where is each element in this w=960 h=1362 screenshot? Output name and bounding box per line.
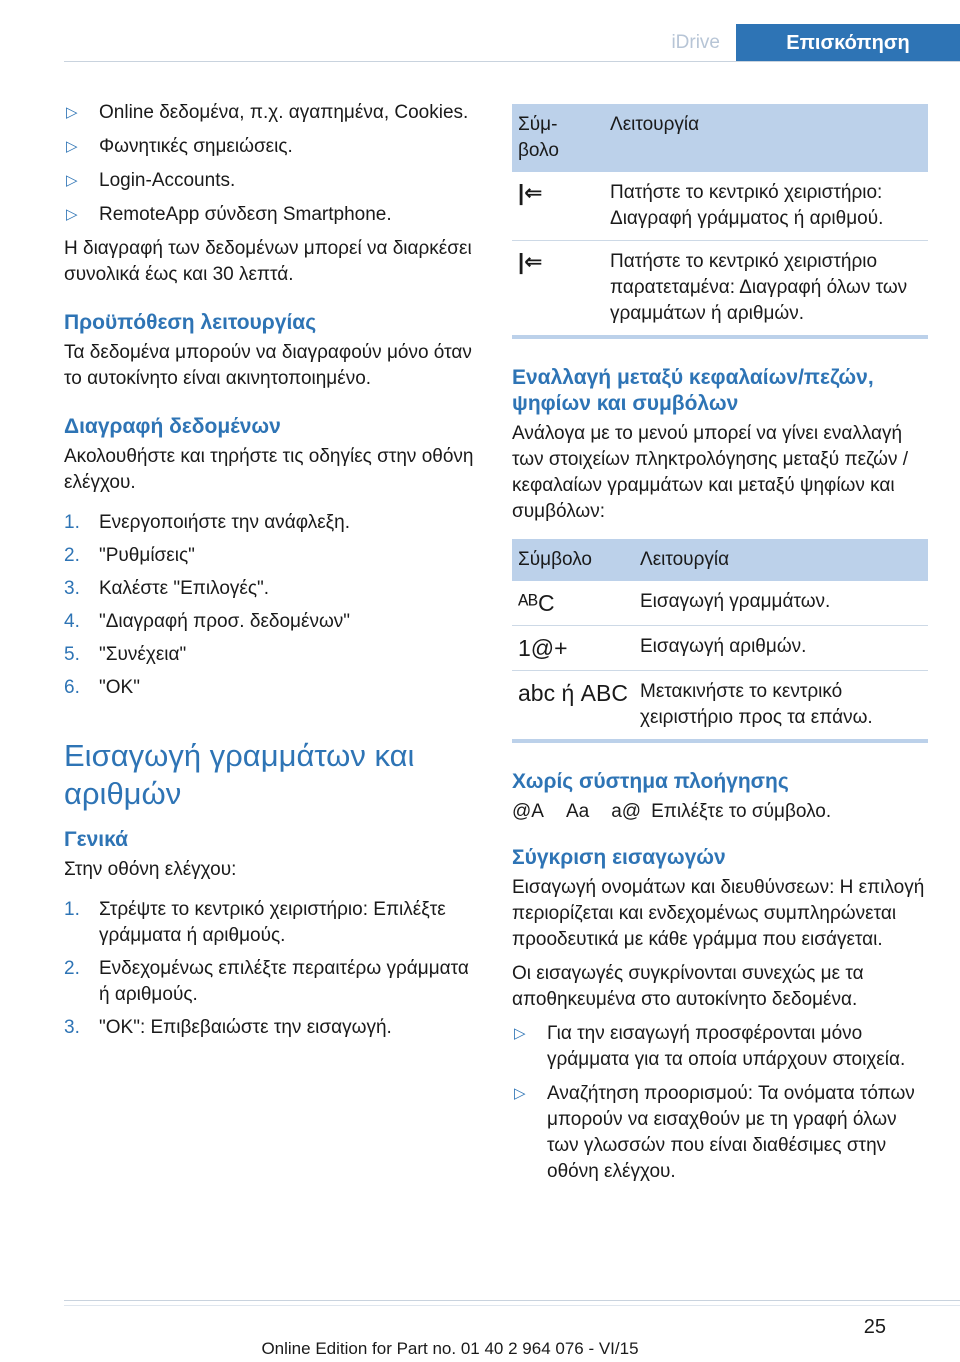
main-section-title: Εισαγωγή γραμμάτων και αριθμών bbox=[64, 738, 415, 811]
step-item: 6. "OK" bbox=[64, 677, 140, 698]
table-header-cell: Λειτουργία bbox=[634, 539, 928, 581]
list-item: ▷ Φωνητικές σημειώσεις. bbox=[64, 134, 480, 160]
list-item: ▷ Αναζήτηση προορισμού: Τα ονόματα τόπων μπορούν να εισαχθούν με τη γραφή όλων των γλωσσών που είναι διαθέσιμες στην οθόνη ελέγχου. bbox=[514, 1083, 915, 1182]
switch-symbol-table bbox=[512, 539, 928, 743]
general-text: Στην οθόνη ελέγχου: bbox=[64, 859, 237, 880]
edition-footer: Online Edition for Part no. 01 40 2 964 076 - VI/15 bbox=[261, 1339, 639, 1358]
table-cell: Εισαγωγή αριθμών. bbox=[634, 626, 928, 671]
step-item: 3. "OK": Επιβεβαιώστε την εισαγωγή. bbox=[64, 1017, 392, 1038]
step-item: 4. "Διαγραφή προσ. δεδομένων" bbox=[64, 611, 351, 632]
no-nav-heading: Χωρίς σύστημα πλοήγησης bbox=[512, 770, 789, 793]
precondition-text: Τα δεδομένα μπορούν να διαγραφούν μόνο όταν το αυτοκίνητο είναι ακινητοποιημένο. bbox=[64, 342, 472, 389]
precondition-heading: Προϋπόθεση λειτουργίας bbox=[64, 311, 317, 334]
triangle-bullet-icon: ▷ bbox=[66, 172, 78, 189]
header-rule bbox=[64, 61, 960, 62]
compare-heading: Σύγκριση εισαγωγών bbox=[512, 846, 726, 869]
triangle-bullet-icon: ▷ bbox=[514, 1085, 526, 1102]
step-item: 3. Καλέστε "Επιλογές". bbox=[64, 578, 270, 599]
triangle-bullet-icon: ▷ bbox=[514, 1025, 526, 1042]
page-header bbox=[0, 24, 960, 62]
table-header-row bbox=[512, 539, 928, 581]
no-nav-symbols bbox=[512, 799, 928, 825]
footer-rule bbox=[64, 1300, 960, 1301]
no-nav-text: Επιλέξτε το σύμβολο. bbox=[651, 801, 832, 822]
step-item: 2. Ενδεχομένως επιλέξτε περαιτέρω γράμματα ή αριθμούς. bbox=[64, 958, 469, 1005]
delete-symbol-table bbox=[512, 104, 928, 339]
table-header-row bbox=[512, 104, 928, 172]
a-at-symbol-icon: a@ bbox=[611, 801, 642, 822]
table-row bbox=[512, 671, 928, 742]
table-header-cell: Σύμβολο bbox=[512, 539, 634, 581]
right-column bbox=[512, 104, 928, 1193]
step-item: 1. Στρέψτε το κεντρικό χειριστήριο: Επιλέξτε γράμματα ή αριθμούς. bbox=[64, 899, 446, 946]
letters-mode-icon: ᴬᴮC bbox=[512, 581, 634, 626]
header-section: iDrive bbox=[671, 32, 720, 53]
table-row bbox=[512, 626, 928, 671]
at-a-symbol-icon: @A bbox=[512, 801, 544, 822]
triangle-bullet-icon: ▷ bbox=[66, 138, 78, 155]
compare-text-2: Οι εισαγωγές συγκρίνονται συνεχώς με τα αποθηκευμένα στο αυτοκίνητο δεδομένα. bbox=[512, 963, 864, 1010]
a-case-symbol-icon: Aa bbox=[565, 801, 590, 822]
general-heading: Γενικά bbox=[64, 828, 129, 851]
step-item: 1. Ενεργοποιήστε την ανάφλεξη. bbox=[64, 512, 351, 533]
step-item: 2. "Ρυθμίσεις" bbox=[64, 545, 195, 566]
delete-data-text: Ακολουθήστε και τηρήστε τις οδηγίες στην οθόνη ελέγχου. bbox=[64, 446, 474, 493]
table-cell: Μετακινήστε το κεντρικό χειριστήριο προς τα επάνω. bbox=[634, 671, 928, 742]
table-cell: Πατήστε το κεντρικό χειριστήριο: Διαγραφή γράμματος ή αριθμού. bbox=[604, 172, 928, 241]
left-column bbox=[64, 100, 480, 1048]
data-bullets bbox=[64, 100, 480, 228]
case-toggle-icon: abc ή ABC bbox=[512, 671, 634, 742]
delete-all-icon: |⇐ bbox=[512, 241, 604, 338]
general-steps bbox=[64, 897, 480, 1041]
switch-text: Ανάλογα με το μενού μπορεί να γίνει εναλλαγή των στοιχείων πληκτρολόγησης μεταξύ πεζών / κεφαλαίων γραμμάτων και μεταξύ ψηφίων και συμβόλων: bbox=[512, 423, 909, 522]
list-item: ▷ Login-Accounts. bbox=[64, 168, 480, 194]
delete-data-heading: Διαγραφή δεδομένων bbox=[64, 415, 281, 438]
table-row bbox=[512, 172, 928, 241]
table-header-cell: Σύμ-βολο bbox=[512, 104, 604, 172]
compare-text-1: Εισαγωγή ονομάτων και διευθύνσεων: Η επιλογή περιορίζεται και ενδεχομένως συμπληρώνεται προοδευτικά με κάθε γράμμα που εισάγεται. bbox=[512, 877, 925, 950]
switch-heading: Εναλλαγή μεταξύ κεφαλαίων/πεζών, ψηφίων και συμβόλων bbox=[512, 366, 874, 415]
list-item: ▷ Για την εισαγωγή προσφέρονται μόνο γράμματα για τα οποία υπάρχουν στοιχεία. bbox=[514, 1023, 906, 1070]
header-tab: Επισκόπηση bbox=[736, 24, 960, 62]
delete-note: Η διαγραφή των δεδομένων μπορεί να διαρκέσει συνολικά έως και 30 λεπτά. bbox=[64, 238, 472, 285]
numbers-mode-icon: 1@+ bbox=[512, 626, 634, 671]
delete-char-icon: |⇐ bbox=[512, 172, 604, 241]
list-item: ▷ RemoteApp σύνδεση Smartphone. bbox=[64, 202, 480, 228]
table-header-cell: Λειτουργία bbox=[604, 104, 928, 172]
triangle-bullet-icon: ▷ bbox=[66, 104, 78, 121]
delete-steps bbox=[64, 510, 480, 701]
page-number: 25 bbox=[863, 1316, 886, 1338]
compare-bullets bbox=[512, 1021, 928, 1185]
footer-rule-secondary bbox=[64, 1305, 960, 1306]
list-item: ▷ Online δεδομένα, π.χ. αγαπημένα, Cookies. bbox=[64, 100, 480, 126]
table-row bbox=[512, 241, 928, 338]
table-cell: Πατήστε το κεντρικό χειριστήριο παρατεταμένα: Διαγραφή όλων των γραμμάτων ή αριθμών. bbox=[604, 241, 928, 338]
step-item: 5. "Συνέχεια" bbox=[64, 644, 187, 665]
table-cell: Εισαγωγή γραμμάτων. bbox=[634, 581, 928, 626]
table-row bbox=[512, 581, 928, 626]
triangle-bullet-icon: ▷ bbox=[66, 206, 78, 223]
